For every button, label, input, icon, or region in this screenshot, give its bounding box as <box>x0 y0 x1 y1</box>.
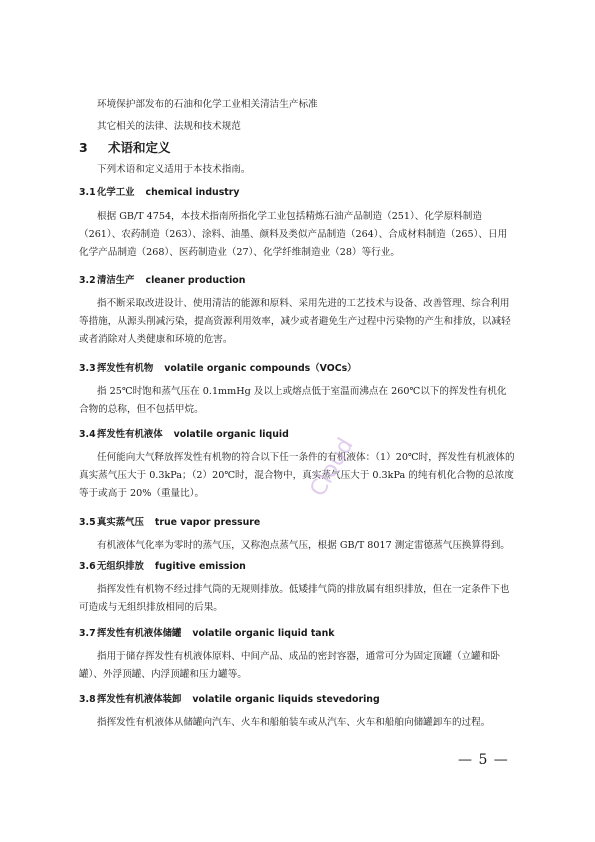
term-definition: 指挥发性有机液体从储罐向汽车、火车和船舶装车或从汽车、火车和船舶向储罐卸车的过程。 <box>97 717 491 728</box>
term-en: chemical industry <box>145 187 240 198</box>
term-en: volatile organic liquids stevedoring <box>192 694 380 705</box>
watermark-text: Cloud <box>305 434 359 501</box>
term-zh: 清洁生产 <box>97 275 135 286</box>
term-heading <box>79 186 240 200</box>
term-number: 3.3 <box>79 363 96 374</box>
term-heading <box>79 693 380 707</box>
list-item: 其它相关的法律、法规和技术规范 <box>97 121 241 132</box>
term-en: fugitive emission <box>154 561 246 572</box>
section-heading <box>79 140 171 156</box>
term-zh: 挥发性有机液体 <box>97 429 163 440</box>
term-en: cleaner production <box>145 275 246 286</box>
term-heading <box>79 428 289 442</box>
term-en: volatile organic liquid tank <box>192 628 335 639</box>
section-title: 术语和定义 <box>108 140 171 155</box>
section-number: 3 <box>79 140 88 155</box>
term-definition: 指不断采取改进设计、使用清洁的能源和原料、采用先进的工艺技术与设备、改善管理、综合利用等措施，从源头削减污染，提高资源利用效率，减少或者避免生产过程中污染物的产生和排放，以减轻或者消除对人类健康和环境的危害。 <box>79 298 511 345</box>
term-zh: 挥发性有机液体装卸 <box>97 694 182 705</box>
term-number: 3.8 <box>79 694 96 705</box>
term-definition: 任何能向大气释放挥发性有机物的符合以下任一条件的有机液体：（1）20℃时，挥发性有机液体的真实蒸气压大于 0.3kPa；（2）20℃时，混合物中，真实蒸气压大于 0.3kPa 的纯有机化合物的总浓度等于或高于 20%（重量比）。 <box>79 452 515 499</box>
term-zh: 真实蒸气压 <box>97 517 144 528</box>
term-heading <box>79 516 260 530</box>
term-zh: 挥发性有机液体储罐 <box>97 628 182 639</box>
list-item: 环境保护部发布的石油和化学工业相关清洁生产标准 <box>97 99 318 110</box>
term-number: 3.1 <box>79 187 96 198</box>
section-intro: 下列术语和定义适用于本技术指南。 <box>97 164 251 175</box>
term-definition: 指 25℃时饱和蒸气压在 0.1mmHg 及以上或熔点低于室温而沸点在 260℃以下的挥发性有机化合物的总称，但不包括甲烷。 <box>79 386 507 415</box>
term-number: 3.2 <box>79 275 96 286</box>
page-number: — 5 — <box>458 752 509 768</box>
term-definition: 根据 GB/T 4754，本技术指南所指化学工业包括精炼石油产品制造（251）、化学原料制造（261）、农药制造（263）、涂料、油墨、颜料及类似产品制造（264）、合成材料制造（265）、日用化学产品制造（268）、医药制造业（27）、化学纤维制造业（28）等行业。 <box>79 211 508 258</box>
term-zh: 挥发性有机物 <box>97 363 154 374</box>
watermark-logo <box>300 420 420 510</box>
term-definition: 有机液体气化率为零时的蒸气压，又称泡点蒸气压，根据 GB/T 8017 测定雷德蒸气压换算得到。 <box>97 540 510 551</box>
term-definition: 指挥发性有机物不经过排气筒的无规则排放。低矮排气筒的排放属有组织排放，但在一定条件下也可造成与无组织排放相同的后果。 <box>79 584 510 613</box>
term-heading <box>79 627 335 641</box>
term-zh: 化学工业 <box>97 187 135 198</box>
term-en: volatile organic liquid <box>173 429 289 440</box>
term-zh: 无组织排放 <box>97 561 144 572</box>
term-heading <box>79 274 245 288</box>
term-number: 3.4 <box>79 429 96 440</box>
term-definition: 指用于储存挥发性有机液体原料、中间产品、成品的密封容器，通常可分为固定顶罐（立罐和卧罐）、外浮顶罐、内浮顶罐和压力罐等。 <box>79 651 500 680</box>
term-heading <box>79 560 246 574</box>
term-en: volatile organic compounds（VOCs） <box>164 363 357 374</box>
term-number: 3.5 <box>79 517 96 528</box>
term-number: 3.7 <box>79 628 96 639</box>
term-heading <box>79 362 357 376</box>
term-number: 3.6 <box>79 561 96 572</box>
term-en: true vapor pressure <box>154 517 261 528</box>
